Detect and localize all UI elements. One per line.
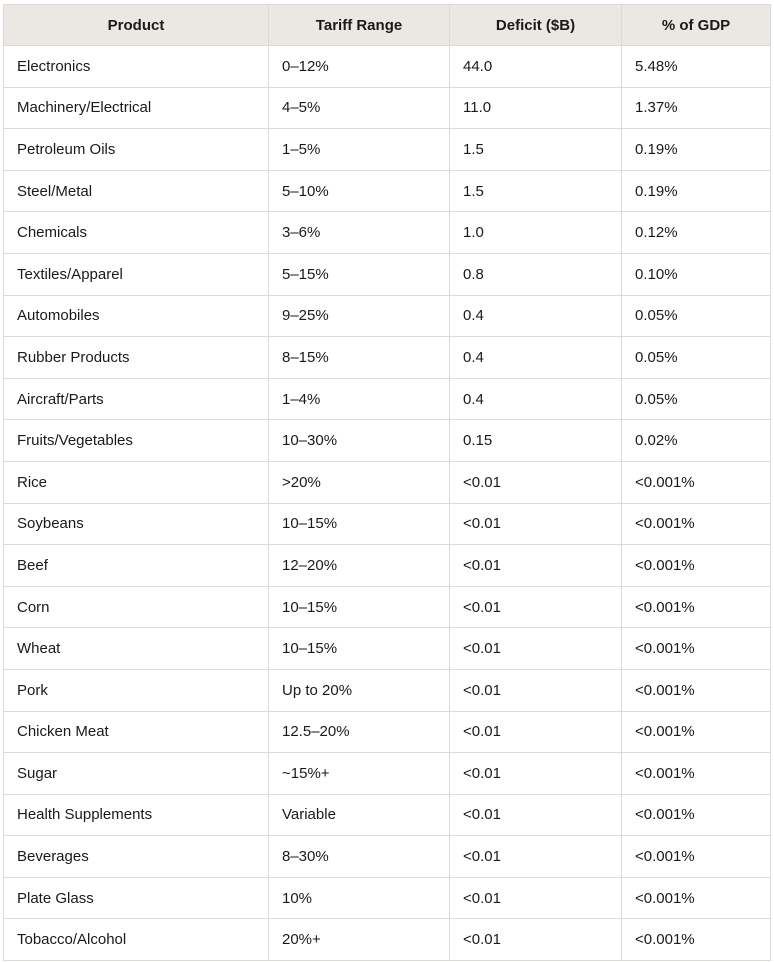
- header-row: [4, 5, 771, 46]
- cell-tariff-range: 8–30%: [269, 836, 450, 878]
- cell-percent-gdp: 0.05%: [622, 378, 771, 420]
- cell-tariff-range: 1–5%: [269, 129, 450, 171]
- cell-deficit: 44.0: [450, 46, 622, 88]
- header-column-deficit: Deficit ($B): [450, 5, 622, 46]
- table-row: [4, 794, 771, 836]
- cell-tariff-range: 10–30%: [269, 420, 450, 462]
- cell-percent-gdp: <0.001%: [622, 877, 771, 919]
- cell-product: Sugar: [4, 753, 269, 795]
- table-row: [4, 836, 771, 878]
- cell-deficit: <0.01: [450, 628, 622, 670]
- cell-percent-gdp: <0.001%: [622, 628, 771, 670]
- cell-product: Textiles/Apparel: [4, 253, 269, 295]
- cell-percent-gdp: 0.12%: [622, 212, 771, 254]
- cell-deficit: <0.01: [450, 545, 622, 587]
- cell-product: Corn: [4, 586, 269, 628]
- table-row: [4, 669, 771, 711]
- cell-product: Pork: [4, 669, 269, 711]
- cell-percent-gdp: 0.05%: [622, 295, 771, 337]
- cell-tariff-range: 12.5–20%: [269, 711, 450, 753]
- cell-tariff-range: 10–15%: [269, 586, 450, 628]
- cell-product: Steel/Metal: [4, 170, 269, 212]
- cell-product: Electronics: [4, 46, 269, 88]
- cell-tariff-range: ~15%+: [269, 753, 450, 795]
- table-row: [4, 170, 771, 212]
- table-header: [4, 5, 771, 46]
- table-row: [4, 461, 771, 503]
- cell-tariff-range: Variable: [269, 794, 450, 836]
- table-row: [4, 253, 771, 295]
- table-row: [4, 46, 771, 88]
- cell-deficit: 11.0: [450, 87, 622, 129]
- cell-product: Petroleum Oils: [4, 129, 269, 171]
- cell-percent-gdp: 0.19%: [622, 129, 771, 171]
- cell-percent-gdp: 0.10%: [622, 253, 771, 295]
- table-row: [4, 586, 771, 628]
- table-row: [4, 503, 771, 545]
- cell-percent-gdp: <0.001%: [622, 586, 771, 628]
- cell-product: Aircraft/Parts: [4, 378, 269, 420]
- tariff-deficit-table: [3, 4, 771, 961]
- cell-product: Wheat: [4, 628, 269, 670]
- header-column-percent-gdp: % of GDP: [622, 5, 771, 46]
- cell-percent-gdp: 1.37%: [622, 87, 771, 129]
- table-row: [4, 628, 771, 670]
- cell-deficit: 1.5: [450, 170, 622, 212]
- cell-product: Plate Glass: [4, 877, 269, 919]
- cell-deficit: <0.01: [450, 461, 622, 503]
- cell-deficit: 0.4: [450, 337, 622, 379]
- cell-deficit: <0.01: [450, 753, 622, 795]
- cell-product: Chemicals: [4, 212, 269, 254]
- cell-product: Tobacco/Alcohol: [4, 919, 269, 961]
- table-row: [4, 295, 771, 337]
- cell-tariff-range: 10%: [269, 877, 450, 919]
- cell-percent-gdp: <0.001%: [622, 461, 771, 503]
- cell-product: Fruits/Vegetables: [4, 420, 269, 462]
- table-row: [4, 420, 771, 462]
- cell-product: Rice: [4, 461, 269, 503]
- cell-tariff-range: 4–5%: [269, 87, 450, 129]
- cell-product: Machinery/Electrical: [4, 87, 269, 129]
- table-row: [4, 212, 771, 254]
- table-row: [4, 87, 771, 129]
- cell-percent-gdp: <0.001%: [622, 669, 771, 711]
- cell-tariff-range: >20%: [269, 461, 450, 503]
- table-row: [4, 378, 771, 420]
- table-row: [4, 711, 771, 753]
- cell-deficit: 0.8: [450, 253, 622, 295]
- cell-tariff-range: 3–6%: [269, 212, 450, 254]
- cell-percent-gdp: <0.001%: [622, 836, 771, 878]
- cell-deficit: 0.4: [450, 378, 622, 420]
- cell-tariff-range: Up to 20%: [269, 669, 450, 711]
- cell-tariff-range: 20%+: [269, 919, 450, 961]
- cell-deficit: <0.01: [450, 669, 622, 711]
- cell-deficit: <0.01: [450, 586, 622, 628]
- cell-deficit: <0.01: [450, 794, 622, 836]
- cell-deficit: <0.01: [450, 919, 622, 961]
- cell-tariff-range: 0–12%: [269, 46, 450, 88]
- header-column-tariff-range: Tariff Range: [269, 5, 450, 46]
- cell-product: Beef: [4, 545, 269, 587]
- cell-product: Chicken Meat: [4, 711, 269, 753]
- cell-deficit: <0.01: [450, 503, 622, 545]
- cell-tariff-range: 5–15%: [269, 253, 450, 295]
- cell-deficit: <0.01: [450, 711, 622, 753]
- cell-percent-gdp: <0.001%: [622, 503, 771, 545]
- cell-product: Rubber Products: [4, 337, 269, 379]
- cell-product: Automobiles: [4, 295, 269, 337]
- cell-tariff-range: 5–10%: [269, 170, 450, 212]
- cell-deficit: 0.4: [450, 295, 622, 337]
- table-row: [4, 919, 771, 961]
- cell-product: Beverages: [4, 836, 269, 878]
- tariff-table-container: [3, 4, 770, 961]
- cell-percent-gdp: <0.001%: [622, 919, 771, 961]
- cell-deficit: 1.5: [450, 129, 622, 171]
- table-row: [4, 337, 771, 379]
- cell-deficit: 1.0: [450, 212, 622, 254]
- table-row: [4, 877, 771, 919]
- cell-deficit: 0.15: [450, 420, 622, 462]
- cell-percent-gdp: 5.48%: [622, 46, 771, 88]
- cell-product: Soybeans: [4, 503, 269, 545]
- cell-percent-gdp: 0.02%: [622, 420, 771, 462]
- cell-tariff-range: 12–20%: [269, 545, 450, 587]
- table-body: [4, 46, 771, 961]
- table-row: [4, 129, 771, 171]
- header-column-product: Product: [4, 5, 269, 46]
- cell-tariff-range: 1–4%: [269, 378, 450, 420]
- cell-percent-gdp: <0.001%: [622, 753, 771, 795]
- cell-tariff-range: 8–15%: [269, 337, 450, 379]
- cell-percent-gdp: <0.001%: [622, 545, 771, 587]
- cell-tariff-range: 10–15%: [269, 503, 450, 545]
- cell-deficit: <0.01: [450, 877, 622, 919]
- cell-percent-gdp: <0.001%: [622, 711, 771, 753]
- cell-tariff-range: 10–15%: [269, 628, 450, 670]
- cell-percent-gdp: <0.001%: [622, 794, 771, 836]
- cell-percent-gdp: 0.05%: [622, 337, 771, 379]
- cell-product: Health Supplements: [4, 794, 269, 836]
- cell-deficit: <0.01: [450, 836, 622, 878]
- table-row: [4, 753, 771, 795]
- cell-tariff-range: 9–25%: [269, 295, 450, 337]
- cell-percent-gdp: 0.19%: [622, 170, 771, 212]
- table-row: [4, 545, 771, 587]
